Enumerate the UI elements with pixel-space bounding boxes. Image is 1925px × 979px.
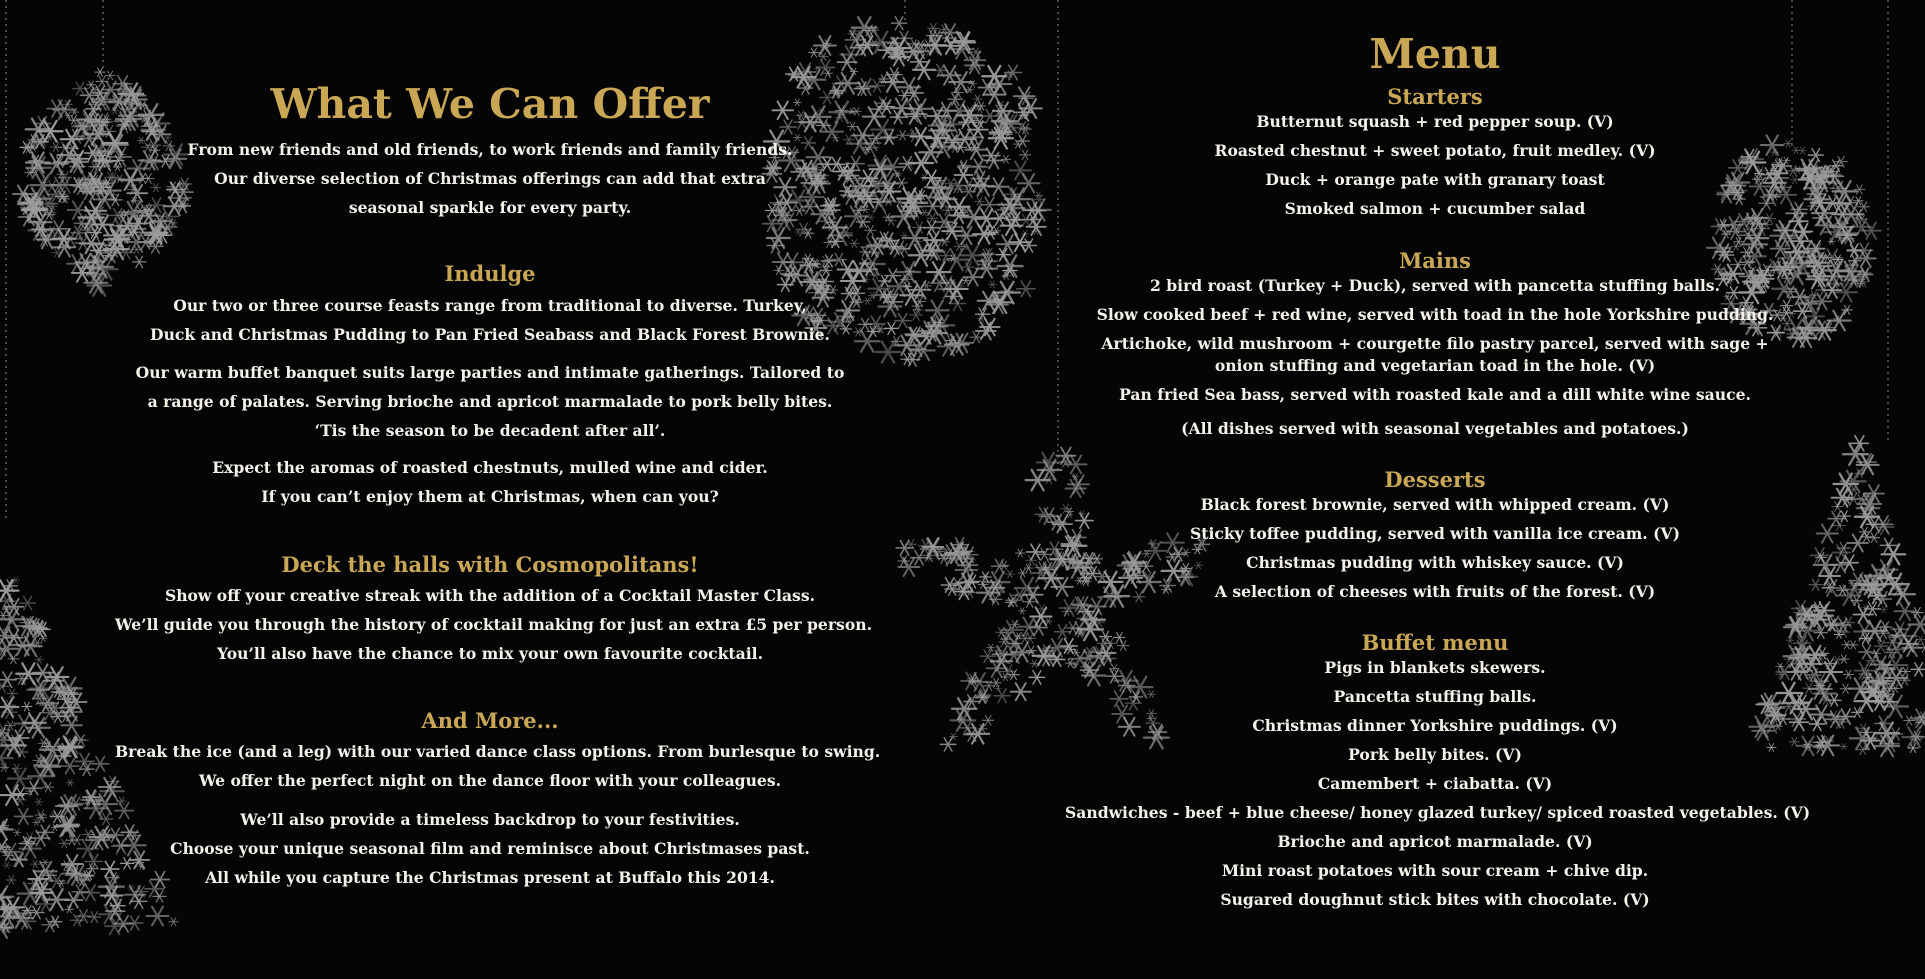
offer-intro-line: seasonal sparkle for every party. — [348, 198, 632, 217]
starter-item: Duck + orange pate with granary toast — [1265, 170, 1605, 189]
menu-title: Menu — [1369, 30, 1501, 78]
buffet-item: Pancetta stuffing balls. — [1333, 687, 1537, 706]
desserts-heading: Desserts — [1384, 467, 1486, 492]
dessert-item: Black forest brownie, served with whipped cream. (V) — [1200, 495, 1670, 514]
buffet-item: Camembert + ciabatta. (V) — [1317, 774, 1553, 793]
starter-item: Roasted chestnut + sweet potato, fruit medley. (V) — [1214, 141, 1656, 160]
dessert-item: A selection of cheeses with fruits of the forest. (V) — [1214, 582, 1656, 601]
and-more-line: We offer the perfect night on the dance floor with your colleagues. — [198, 771, 782, 790]
buffet-item: Sandwiches - beef + blue cheese/ honey glazed turkey/ spiced roasted vegetables. (V) — [1065, 803, 1811, 822]
cosmopolitans-heading: Deck the halls with Cosmopolitans! — [281, 552, 699, 577]
cosmopolitans-line: Show off your creative streak with the addition of a Cocktail Master Class. — [164, 586, 816, 605]
and-more-line: We’ll also provide a timeless backdrop to your festivities. — [240, 810, 740, 829]
offer-intro-line: From new friends and old friends, to work friends and family friends. — [187, 140, 793, 159]
buffet-item: Brioche and apricot marmalade. (V) — [1277, 832, 1593, 851]
main-item: onion stuffing and vegetarian toad in the hole. (V) — [1214, 356, 1656, 375]
main-item: Pan fried Sea bass, served with roasted kale and a dill white wine sauce. — [1119, 385, 1751, 404]
buffet-item: Pork belly bites. (V) — [1348, 745, 1522, 764]
indulge-line: Expect the aromas of roasted chestnuts, mulled wine and cider. — [212, 458, 768, 477]
indulge-line: Our two or three course feasts range from traditional to diverse. Turkey, — [173, 296, 807, 315]
indulge-heading: Indulge — [444, 261, 536, 286]
and-more-line: All while you capture the Christmas present at Buffalo this 2014. — [205, 868, 775, 887]
and-more-line: Choose your unique seasonal film and reminisce about Christmases past. — [170, 839, 810, 858]
starter-item: Butternut squash + red pepper soup. (V) — [1256, 112, 1614, 131]
offer-title: What We Can Offer — [270, 80, 710, 128]
starter-item: Smoked salmon + cucumber salad — [1284, 199, 1586, 218]
mains-note: (All dishes served with seasonal vegetables and potatoes.) — [1181, 419, 1689, 438]
indulge-line: ‘Tis the season to be decadent after all’. — [314, 421, 666, 440]
indulge-line: a range of palates. Serving brioche and apricot marmalade to pork belly bites. — [147, 392, 833, 411]
main-item: Slow cooked beef + red wine, served with toad in the hole Yorkshire pudding. — [1096, 305, 1774, 324]
cosmopolitans-line: You’ll also have the chance to mix your own favourite cocktail. — [216, 644, 764, 663]
buffet-item: Pigs in blankets skewers. — [1324, 658, 1546, 677]
and-more-heading: And More... — [421, 708, 559, 733]
starters-heading: Starters — [1387, 84, 1483, 109]
cosmopolitans-line: We’ll guide you through the history of cocktail making for just an extra £5 per person. — [115, 615, 873, 634]
indulge-line: If you can’t enjoy them at Christmas, when can you? — [261, 487, 719, 506]
buffet-item: Christmas dinner Yorkshire puddings. (V) — [1252, 716, 1618, 735]
offer-intro-line: Our diverse selection of Christmas offerings can add that extra — [214, 169, 766, 188]
buffet-item: Mini roast potatoes with sour cream + chive dip. — [1221, 861, 1649, 880]
and-more-line: Break the ice (and a leg) with our varied dance class options. From burlesque to swing. — [115, 742, 881, 761]
dessert-item: Sticky toffee pudding, served with vanilla ice cream. (V) — [1190, 524, 1680, 543]
main-item: 2 bird roast (Turkey + Duck), served with pancetta stuffing balls. — [1149, 276, 1721, 295]
main-item: Artichoke, wild mushroom + courgette filo pastry parcel, served with sage + — [1101, 334, 1769, 353]
dessert-item: Christmas pudding with whiskey sauce. (V) — [1246, 553, 1624, 572]
buffet-menu-heading: Buffet menu — [1361, 630, 1509, 655]
indulge-line: Duck and Christmas Pudding to Pan Fried Seabass and Black Forest Brownie. — [150, 325, 830, 344]
indulge-line: Our warm buffet banquet suits large parties and intimate gatherings. Tailored to — [135, 363, 845, 382]
mains-heading: Mains — [1399, 248, 1471, 273]
buffet-item: Sugared doughnut stick bites with chocolate. (V) — [1220, 890, 1650, 909]
